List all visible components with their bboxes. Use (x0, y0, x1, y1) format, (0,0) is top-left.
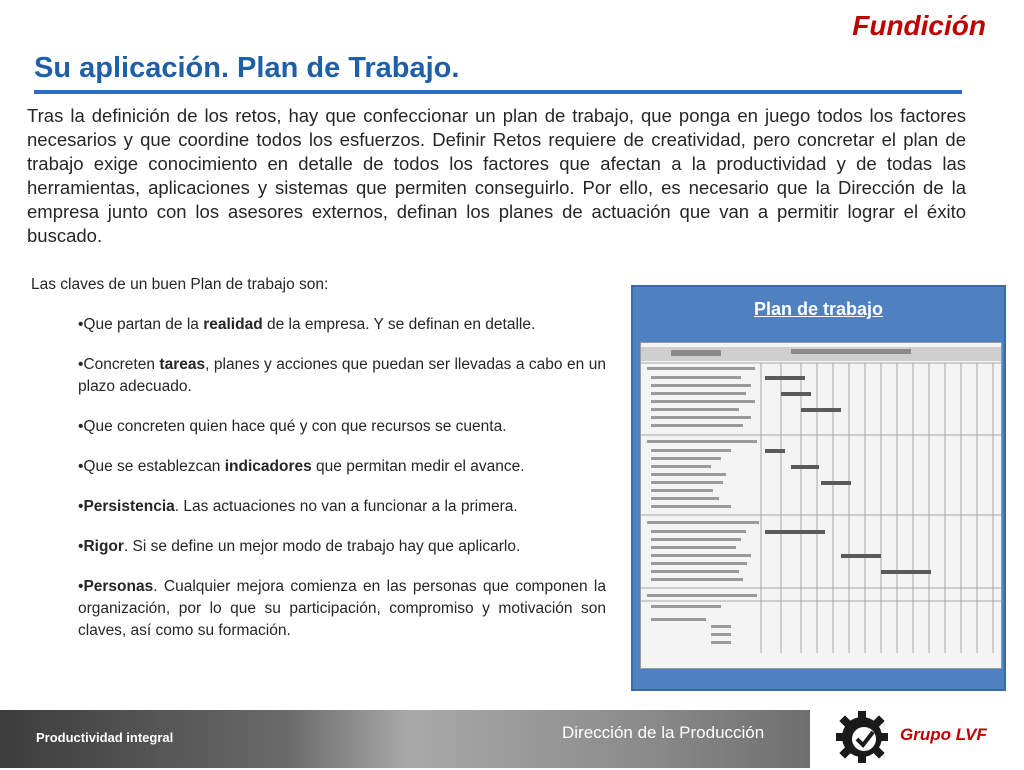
list-item: •Que concreten quien hace qué y con que recursos se cuenta. (78, 418, 507, 435)
page-title: Su aplicación. Plan de Trabajo. (34, 52, 460, 84)
claves-list (78, 314, 606, 660)
footer-left-label: Productividad integral (36, 730, 174, 745)
work-plan-table-image (640, 342, 1002, 669)
list-item: •Concreten tareas, planes y acciones que puedan ser llevadas a cabo en un plazo adecuado. (78, 356, 606, 395)
list-item: •Personas. Cualquier mejora comienza en las personas que componen la organización, por lo que su participación, compromiso y motivación son claves, así como su formación. (78, 578, 606, 639)
plan-de-trabajo-box (631, 285, 1006, 691)
list-item: •Rigor. Si se define un mejor modo de trabajo hay que aplicarlo. (78, 538, 521, 555)
claves-heading: Las claves de un buen Plan de trabajo son: (31, 276, 329, 293)
list-item: •Persistencia. Las actuaciones no van a funcionar a la primera. (78, 498, 518, 515)
gear-check-logo-icon (832, 705, 892, 765)
work-plan-table-icon (641, 343, 1001, 668)
plan-box-title: Plan de trabajo (753, 299, 884, 319)
brand-title: Fundición (852, 10, 986, 41)
title-divider (34, 90, 962, 94)
footer-brand: Grupo LVF (900, 725, 987, 744)
intro-paragraph: Tras la definición de los retos, hay que confeccionar un plan de trabajo, que ponga en juego todos los factores necesarios y que coordine todos los esfuerzos. Definir Retos requiere de creatividad, pero concretar el plan de trabajo exige conocimiento en detalle de todos los factores que afectan a la productividad y de todas las herramientas, aplicaciones y sistemas que permiten conseguirlo. Por ello, es necesario que la Dirección de la empresa junto con los asesores externos, definan los planes de actuación que van a permitir lograr el éxito buscado. (27, 105, 966, 246)
footer-middle-label: Dirección de la Producción (562, 723, 765, 742)
list-item: •Que se establezcan indicadores que permitan medir el avance. (78, 458, 525, 475)
list-item: •Que partan de la realidad de la empresa. Y se definan en detalle. (78, 316, 536, 333)
